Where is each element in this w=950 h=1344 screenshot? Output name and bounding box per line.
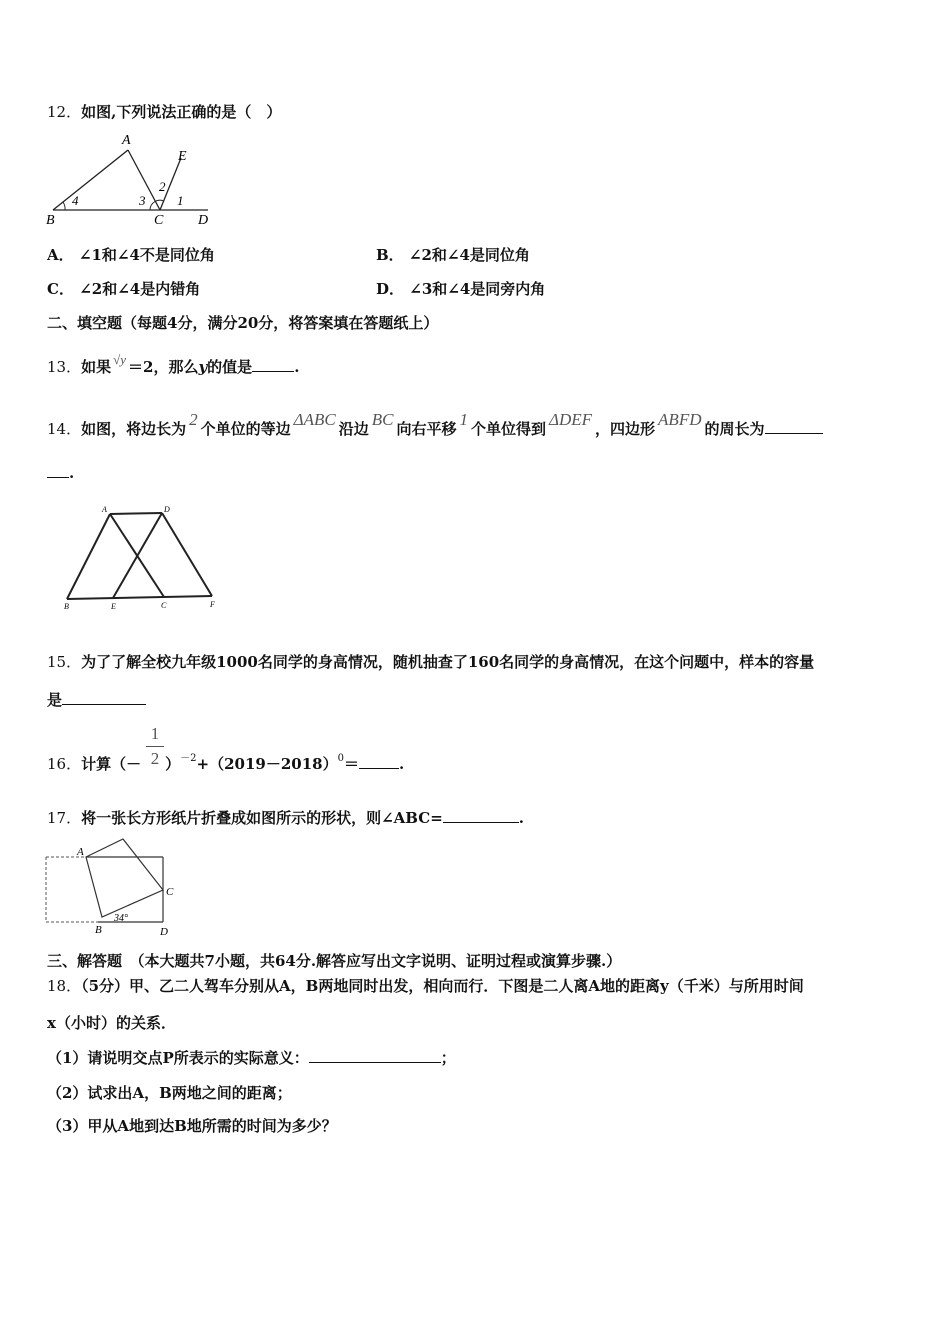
q14-number: 14． <box>47 420 82 438</box>
q16-end: . <box>398 755 405 773</box>
q14-m2: ΔABC <box>293 410 336 429</box>
q14-label-F: F <box>210 600 215 609</box>
q12-label-2: 2 <box>159 179 166 194</box>
q13-pre: 如果 <box>81 358 112 376</box>
q12-label-E: E <box>178 149 187 164</box>
q12-option-d <box>376 279 545 299</box>
q14-t5: 个单位得到 <box>470 420 546 438</box>
q14-m6: ABFD <box>658 410 702 429</box>
q14-side-ab <box>67 514 110 599</box>
q12-option-a-key: A． <box>47 246 74 264</box>
q12-label-A: A <box>122 133 131 148</box>
q12-option-b-key: B． <box>376 246 404 264</box>
q17-figure <box>42 838 182 938</box>
q14-m3: BC <box>371 410 394 429</box>
q13-answer-blank[interactable] <box>252 371 294 372</box>
q15-answer-blank[interactable] <box>62 704 146 705</box>
q14-figure <box>60 503 235 613</box>
q12-option-c-key: C． <box>47 280 74 298</box>
q12-option-a <box>47 245 215 265</box>
q16-frac-num: 1 <box>150 724 160 743</box>
q14-side-df <box>162 513 212 596</box>
q16-number: 16． <box>47 755 82 773</box>
q12-label-B: B <box>46 213 55 228</box>
q17-label-B: B <box>95 924 102 936</box>
q16-eq: ＝ <box>343 755 359 773</box>
q12-option-b-text: ∠2和∠4是同位角 <box>408 246 530 264</box>
q12-label-3: 3 <box>139 193 146 208</box>
q14-side-de <box>113 513 162 598</box>
q14-m4: 1 <box>459 410 468 429</box>
q17-number: 17． <box>47 809 82 827</box>
section-3-heading: 三、解答题 （本大题共7小题，共64分.解答应写出文字说明、证明过程或演算步骤.） <box>47 952 622 970</box>
q12-option-b <box>376 245 530 265</box>
q15-number: 15． <box>47 653 82 671</box>
q14-m5: ΔDEF <box>549 410 593 429</box>
q14-answer-blank-b[interactable] <box>47 477 69 478</box>
q12-option-c-text: ∠2和∠4是内错角 <box>79 280 201 298</box>
q12-angle-4-arc <box>63 202 65 210</box>
q17-folded-flap <box>86 839 163 917</box>
q16-exp1: －2 <box>180 753 197 764</box>
q12-option-a-text: ∠1和∠4不是同位角 <box>78 246 215 264</box>
q12-label-D: D <box>198 213 209 228</box>
q13-var: y <box>198 358 208 376</box>
q12-label-4: 4 <box>72 193 79 208</box>
q14-line1 <box>47 410 823 439</box>
q12-stem <box>47 102 281 122</box>
q18-part1-blank[interactable] <box>309 1062 441 1063</box>
q17-label-A: A <box>77 846 84 858</box>
q16-answer-blank[interactable] <box>359 768 399 769</box>
q14-line2 <box>47 463 74 483</box>
q13-number: 13． <box>47 358 82 376</box>
q18-part1-text: （1）请说明交点P所表示的实际意义： <box>47 1049 309 1067</box>
q13-end: . <box>294 358 300 376</box>
q17-angle-label: 34° <box>114 913 128 924</box>
q18-part1-end: ； <box>440 1049 456 1067</box>
q18-part2: （2）试求出A，B两地之间的距离； <box>47 1084 292 1102</box>
q18-part1 <box>47 1048 456 1068</box>
q14-label-D: D <box>164 505 170 514</box>
q12-option-d-key: D． <box>376 280 405 298</box>
q14-t4: 向右平移 <box>396 420 457 438</box>
q13-sqrt: √y <box>113 352 127 367</box>
q13 <box>47 350 299 377</box>
section-2-heading: 二、填空题（每题4分，满分20分，将答案填在答题纸上） <box>47 314 439 332</box>
q12-option-c <box>47 279 200 299</box>
q14-end: . <box>69 464 75 482</box>
q16 <box>47 749 404 774</box>
q16-frac-den: 2 <box>150 749 160 768</box>
q18-text-1: （5分）甲、乙二人驾车分别从A，B两地同时出发，相向而行．下图是二人离A地的距离y（千米）与所用时间 <box>81 977 804 995</box>
q16-mid: ） <box>165 755 181 773</box>
q18-part3: （3）甲从A地到达B地所需的时间为多少？ <box>47 1117 337 1135</box>
q14-t3: 沿边 <box>338 420 369 438</box>
q14-t1: 如图，将边长为 <box>81 420 187 438</box>
q17-end: . <box>518 809 525 827</box>
q14-t6: ，四边形 <box>595 420 656 438</box>
q14-side-bf <box>67 596 212 599</box>
q15-text-2: 是 <box>47 691 63 709</box>
q16-exp2: 0 <box>337 753 344 764</box>
q17-label-D: D <box>160 926 168 938</box>
q16-plus: +（2019－2018） <box>196 755 338 773</box>
q16-pre: 计算（－ <box>81 755 142 773</box>
q14-label-A: A <box>102 505 107 514</box>
q14-label-C: C <box>161 601 167 610</box>
q15-text-1: 为了了解全校九年级1000名同学的身高情况，随机抽查了160名同学的身高情况，在这个问题中，样本的容量 <box>81 653 815 671</box>
q14-t7: 的周长为 <box>704 420 765 438</box>
q14-answer-blank-a[interactable] <box>765 433 823 434</box>
q17-label-C: C <box>166 886 174 898</box>
q17-answer-blank[interactable] <box>443 822 519 823</box>
q13-post: ＝2，那么 <box>128 358 199 376</box>
q17 <box>47 808 524 828</box>
q14-side-ad <box>110 513 162 514</box>
q18-line2: x（小时）的关系． <box>47 1014 176 1032</box>
q12-label-1: 1 <box>177 193 184 208</box>
q17-text: 将一张长方形纸片折叠成如图所示的形状，则∠ABC= <box>81 809 443 827</box>
q12-stem-text: 如图,下列说法正确的是（ ） <box>81 103 282 121</box>
q14-label-E: E <box>111 602 116 611</box>
q12-option-d-text: ∠3和∠4是同旁内角 <box>409 280 546 298</box>
q12-label-C: C <box>154 213 164 228</box>
q15-line1 <box>47 652 814 672</box>
q14-t2: 个单位的等边 <box>200 420 291 438</box>
q12-number: 12． <box>47 103 82 121</box>
q15-line2 <box>47 690 146 710</box>
q18-number: 18． <box>47 977 82 995</box>
q16-frac-bar <box>146 746 164 747</box>
q18-line1 <box>47 976 804 996</box>
q14-label-B: B <box>64 602 69 611</box>
q12-line-ba <box>53 150 128 210</box>
q14-m1: 2 <box>189 410 198 429</box>
q13-tail: 的值是 <box>207 358 253 376</box>
q12-figure <box>40 130 220 230</box>
